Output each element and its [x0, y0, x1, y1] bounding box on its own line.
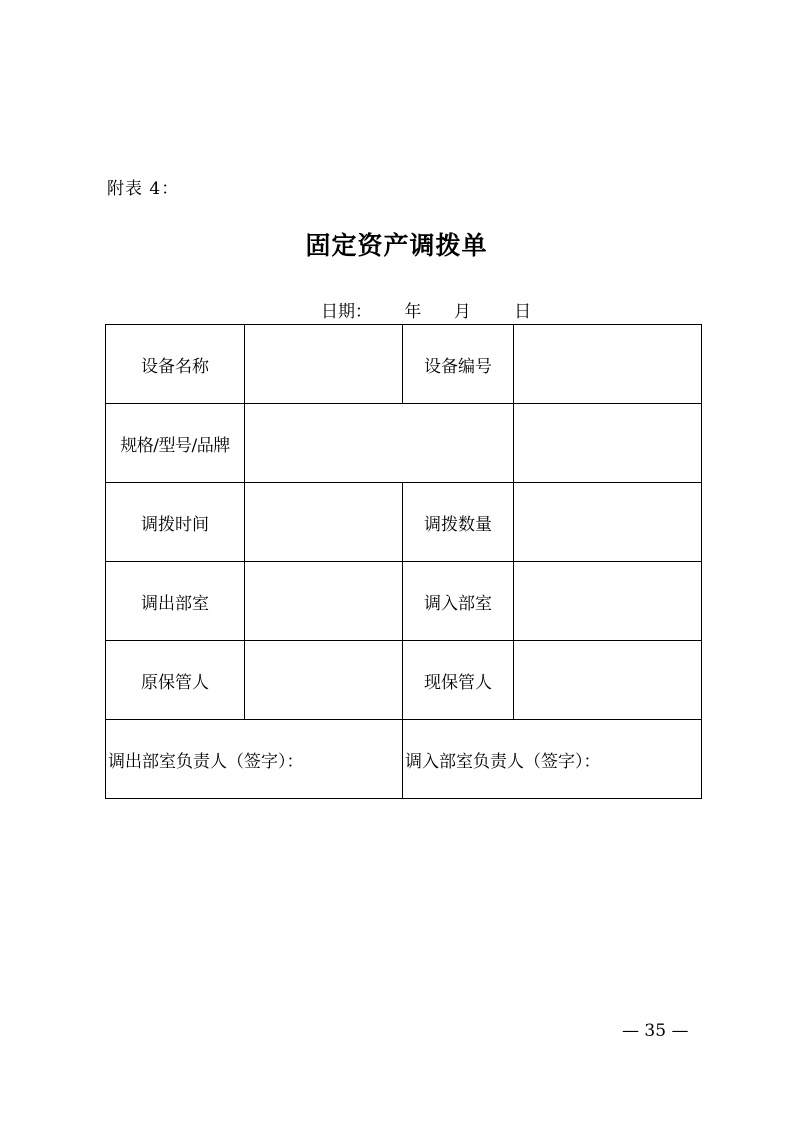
field-equipment-number[interactable]: [514, 325, 702, 404]
label-equipment-number: 设备编号: [403, 325, 514, 404]
label-in-department: 调入部室: [403, 562, 514, 641]
label-equipment-name: 设备名称: [106, 325, 245, 404]
field-spec-model-brand[interactable]: [245, 404, 514, 483]
label-transfer-time: 调拨时间: [106, 483, 245, 562]
field-transfer-time[interactable]: [245, 483, 403, 562]
page-number: — 35 —: [622, 1021, 689, 1041]
label-spec-model-brand: 规格/型号/品牌: [106, 404, 245, 483]
field-transfer-quantity[interactable]: [514, 483, 702, 562]
form-title: 固定资产调拨单: [305, 231, 488, 260]
in-dept-head-signature[interactable]: 调入部室负责人（签字）：: [403, 720, 702, 799]
date-line: 日期： 年 月 日: [321, 302, 532, 322]
field-out-department[interactable]: [245, 562, 403, 641]
out-dept-head-signature[interactable]: 调出部室负责人（签字）：: [106, 720, 403, 799]
field-equipment-name[interactable]: [245, 325, 403, 404]
label-current-custodian: 现保管人: [403, 641, 514, 720]
field-original-custodian[interactable]: [245, 641, 403, 720]
table-row: [106, 483, 702, 562]
table-row: [106, 325, 702, 404]
asset-transfer-table: [105, 324, 702, 799]
signature-row: [106, 720, 702, 799]
table-row: [106, 404, 702, 483]
label-out-department: 调出部室: [106, 562, 245, 641]
table-row: [106, 641, 702, 720]
field-current-custodian[interactable]: [514, 641, 702, 720]
appendix-label: 附表 4：: [107, 179, 180, 199]
field-spec-extra[interactable]: [514, 404, 702, 483]
field-in-department[interactable]: [514, 562, 702, 641]
label-original-custodian: 原保管人: [106, 641, 245, 720]
label-transfer-quantity: 调拨数量: [403, 483, 514, 562]
table-row: [106, 562, 702, 641]
